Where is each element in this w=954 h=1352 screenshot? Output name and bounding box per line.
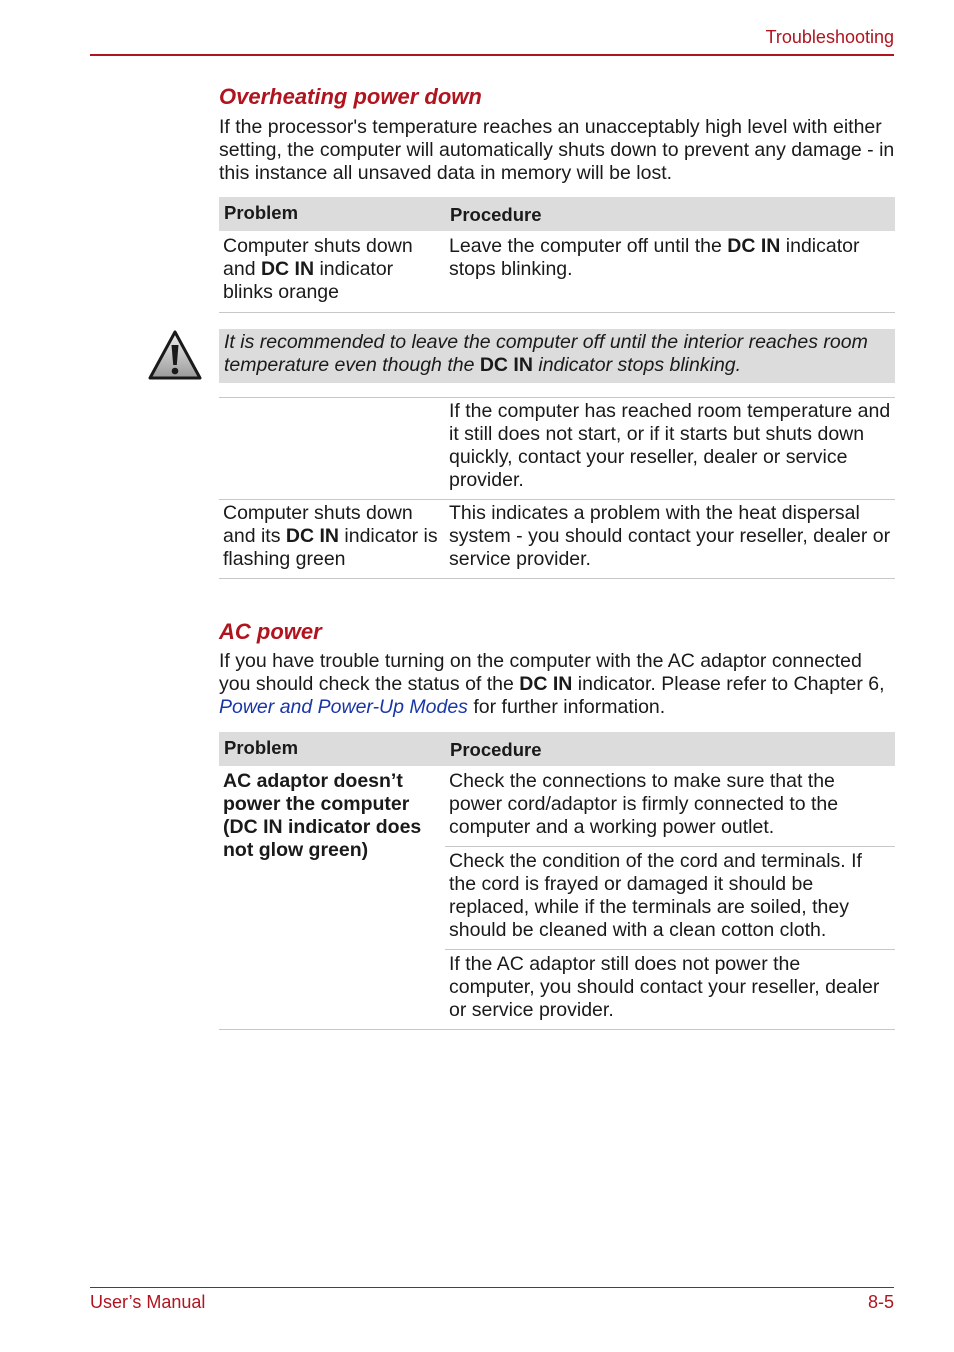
running-header: Troubleshooting [765,27,894,47]
intro-text: for further information. [467,696,666,718]
overheating-table-continued [219,397,895,579]
dc-in-label: DC IN [260,258,315,280]
problem-cell-empty [219,398,445,500]
procedure-text: indicator stops blinking. [449,235,860,280]
ac-power-intro [219,650,895,719]
col-header-procedure: Procedure [445,732,895,766]
procedure-cell: This indicates a problem with the heat dispersal system - you should contact your reseller, dealer or service provider. [449,502,891,570]
dc-in-label: DC IN [285,525,339,547]
problem-text: Computer shuts down and [223,235,413,280]
note-box [219,329,895,383]
table-row [219,500,895,579]
footer-manual-title: User’s Manual [90,1292,206,1312]
overheating-table-top [219,197,895,313]
table-header-row [219,197,895,231]
col-header-problem: Problem [219,197,445,231]
problem-cell: AC adaptor doesn’t power the computer (DC IN indicator does not glow green) [219,766,445,1030]
procedure-cell [445,231,895,313]
dc-in-label: DC IN [519,673,573,695]
section-ac-power [219,619,895,719]
problem-cell [219,231,445,313]
overheating-table-cont [219,398,895,579]
footer-rule [90,1287,894,1288]
table-row [219,766,895,847]
procedure-cell: Check the connections to make sure that the power cord/adaptor is firmly connected to the computer and a working power outlet. [445,766,895,847]
overheating-intro: If the processor's temperature reaches an unacceptably high level with either setting, the computer will automatically shuts down to prevent any damage - in this instance all unsaved data in memory will be lost. [219,116,895,184]
ac-power-table-wrap [219,732,895,1030]
header-rule [90,54,894,56]
section-heading-overheating: Overheating power down [219,84,482,109]
section-overheating [219,84,895,185]
intro-text: indicator. Please refer to Chapter 6, [572,673,885,695]
section-heading-ac-power: AC power [219,619,322,644]
table-row [219,231,895,313]
procedure-cell: Check the condition of the cord and terminals. If the cord is frayed or damaged it should be replaced, while if the terminals are soiled, they should be cleaned with a clean cotton cloth. [445,847,895,950]
note-text: indicator stops blinking. [532,354,742,376]
page-number: 8-5 [867,1292,894,1312]
problem-text: indicator blinks orange [223,258,394,303]
col-header-procedure: Procedure [445,197,895,231]
warning-triangle-icon [148,329,202,383]
overheating-table [219,197,895,313]
dc-in-label: DC IN [727,235,781,257]
problem-text: Computer shuts down and its [223,502,413,547]
dc-in-label: DC IN [479,354,533,376]
table-header-row [219,732,895,766]
procedure-cell: If the computer has reached room temperature and it still does not start, or if it starts but shuts down quickly, contact your reseller, dealer or service provider. [449,400,891,491]
table-row [219,398,895,500]
procedure-text: Leave the computer off until the [449,235,728,257]
col-header-problem: Problem [219,732,445,766]
procedure-cell: If the AC adaptor still does not power the computer, you should contact your reseller, dealer or service provider. [445,950,895,1030]
power-modes-link[interactable]: Power and Power-Up Modes [219,696,468,718]
intro-text: If you have trouble turning on the computer with the AC adaptor connected you should check the status of the [219,650,862,695]
problem-text: indicator is flashing green [223,525,438,570]
problem-cell [219,500,445,579]
ac-power-table [219,732,895,1030]
note-text: It is recommended to leave the computer off until the interior reaches room temperature even though the [224,331,868,376]
